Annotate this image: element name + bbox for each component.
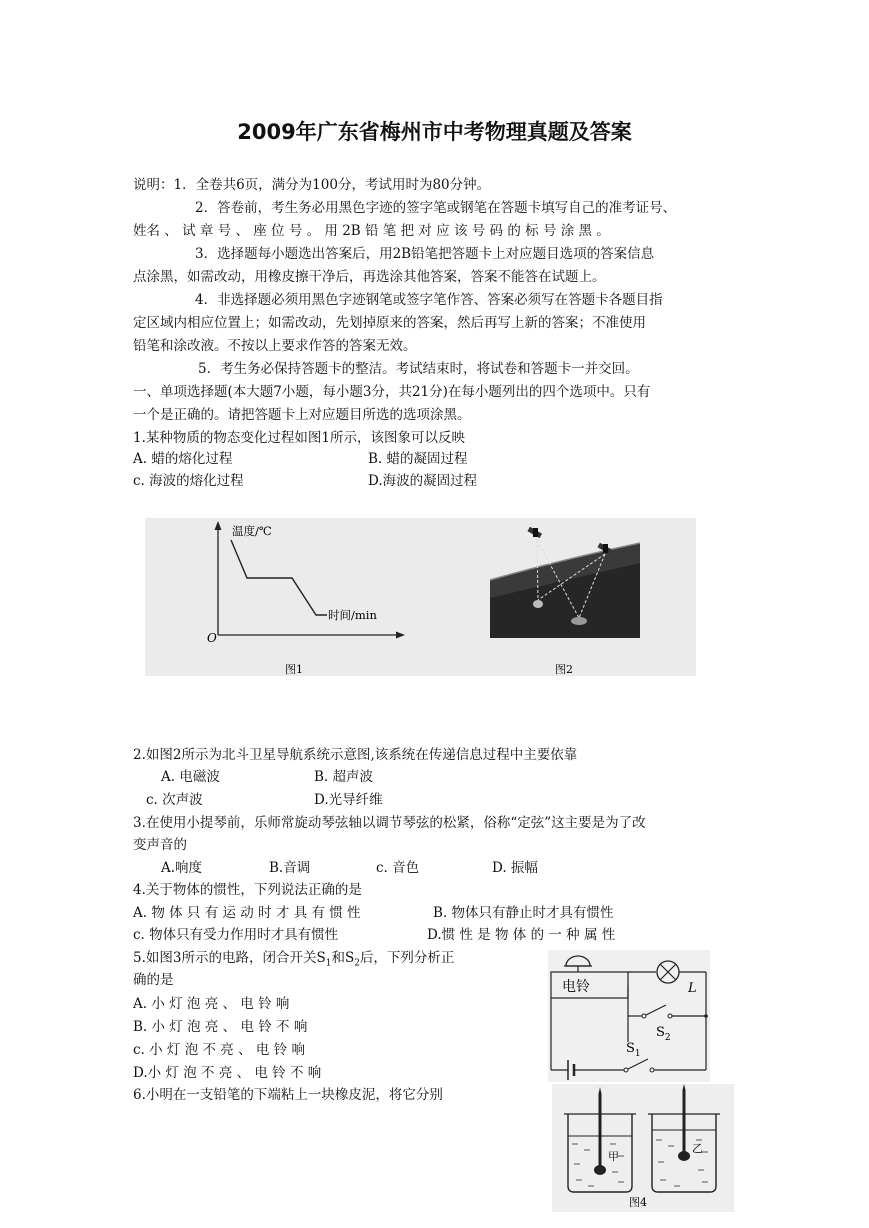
question-4-option-c: c. 物体只有受力作用时才具有惯性 [133,927,339,943]
instruction-line-2: 2．答卷前，考生务必用黑色字迹的签字笔或钢笔在答题卡填写自己的准考证号、 [195,200,677,216]
bell-icon [564,956,592,966]
question-5-option-a: A. 小 灯 泡 亮 、 电 铃 响 [133,996,290,1012]
figure-strip-1-2 [145,518,696,676]
figure-4-caption: 图4 [629,1196,647,1209]
clay-ball-icon [678,1151,690,1161]
figure-1-y-label: 温度/℃ [232,524,272,538]
instruction-line-4: 3．选择题每小题选出答案后，用2B铅笔把答题卡上对应题目选项的答案信息 [195,246,655,262]
lamp-label: L [688,981,697,996]
question-5-option-d: D.小 灯 泡 不 亮 、 电 铃 不 响 [133,1065,322,1081]
question-4-option-d: D.惯 性 是 物 体 的 一 种 属 性 [427,927,616,943]
instruction-line-3: 姓名 、 试 章 号 、 座 位 号 。 用 2B 铅 笔 把 对 应 该 号 码 的 标 号 涂 黑 。 [133,223,610,239]
instruction-line-1: 说明：1．全卷共6页，满分为100分，考试用时为80分钟。 [133,177,491,193]
beaker-yi-label: 乙 [692,1142,703,1155]
question-3-option-b: B.音调 [269,860,311,876]
question-3-stem-line-1: 3.在使用小提琴前，乐师常旋动琴弦轴以调节琴弦的松紧，俗称“定弦”这主要是为了改 [133,815,646,831]
figure-1-origin: O [207,631,217,645]
switch-s2-label: $S_2$ [656,1025,671,1043]
section-heading-line-1: 一、单项选择题(本大题7小题，每小题3分，共21分)在每小题列出的四个选项中。只有 [133,384,651,400]
question-2-option-d: D.光导纤维 [314,792,383,808]
battery-icon [568,1060,574,1080]
question-1-option-c: c. 海波的熔化过程 [133,473,244,489]
instruction-line-8: 铅笔和涂改液。不按以上要求作答的答案无效。 [133,338,417,354]
figure-3-circuit [548,950,710,1082]
question-2-option-a: A. 电磁波 [161,769,220,785]
instruction-line-9: 5．考生务必保持答题卡的整洁。考试结束时，将试卷和答题卡一并交回。 [198,361,639,377]
figure-4-beakers [552,1084,734,1212]
question-1-option-b: B. 蜡的凝固过程 [368,451,468,467]
switch-s1-icon [628,1059,648,1069]
figure-1-caption: 图1 [285,663,303,676]
question-4-option-b: B. 物体只有静止时才具有惯性 [433,905,614,921]
section-heading-line-2: 一个是正确的。请把答题卡上对应题目所选的选项涂黑。 [133,407,471,423]
question-1-option-a: A. 蜡的熔化过程 [133,451,233,467]
question-3-option-a: A.响度 [161,860,203,876]
question-4-stem: 4.关于物体的惯性，下列说法正确的是 [133,882,362,898]
bell-label: 电铃 [562,979,590,995]
beaker-jia [564,1087,636,1192]
question-5-option-c: c. 小 灯 泡 不 亮 、 电 铃 响 [133,1042,305,1058]
instruction-line-6: 4．非选择题必须用黑色字迹钢笔或签字笔作答、答案必须写在答题卡各题目指 [195,292,663,308]
question-5-stem-line-1: 5.如图3所示的电路，闭合开关$S_1$和$S_2$后，下列分析正 [133,950,455,969]
instruction-line-5: 点涂黑，如需改动，用橡皮擦干净后，再选涂其他答案，答案不能答在试题上。 [133,269,606,285]
question-5-stem-line-2: 确的是 [133,972,174,988]
beaker-jia-label: 甲 [608,1150,619,1163]
figure-2-caption: 图2 [555,663,573,676]
figure-1-x-label: 时间/min [328,608,377,622]
figure-2-satellite-diagram [145,518,696,676]
question-3-stem-line-2: 变声音的 [133,837,187,853]
question-2-stem: 2.如图2所示为北斗卫星导航系统示意图,该系统在传递信息过程中主要依靠 [133,747,578,763]
question-4-option-a: A. 物 体 只 有 运 动 时 才 具 有 惯 性 [133,905,361,921]
question-3-option-c: c. 音色 [376,860,420,876]
satellite-icon [527,527,542,538]
clay-ball-icon [594,1165,606,1175]
question-2-option-c: c. 次声波 [146,792,203,808]
switch-s1-label: $S_1$ [626,1041,641,1059]
switch-s2-icon [646,1005,666,1015]
question-2-option-b: B. 超声波 [314,769,374,785]
question-1-stem: 1.某种物质的物态变化过程如图1所示，该图象可以反映 [133,430,465,446]
question-3-option-d: D. 振幅 [492,860,538,876]
question-5-option-b: B. 小 灯 泡 亮 、 电 铃 不 响 [133,1019,308,1035]
lamp-icon [657,961,679,983]
beaker-yi [648,1084,720,1192]
instruction-line-7: 定区域内相应位置上；如需改动，先划掉原来的答案，然后再写上新的答案；不准使用 [133,315,646,331]
page-title: 2009年广东省梅州市中考物理真题及答案 [237,120,632,144]
question-1-option-d: D.海波的凝固过程 [368,473,478,489]
question-6-stem: 6.小明在一支铅笔的下端粘上一块橡皮泥，将它分别 [133,1087,443,1103]
